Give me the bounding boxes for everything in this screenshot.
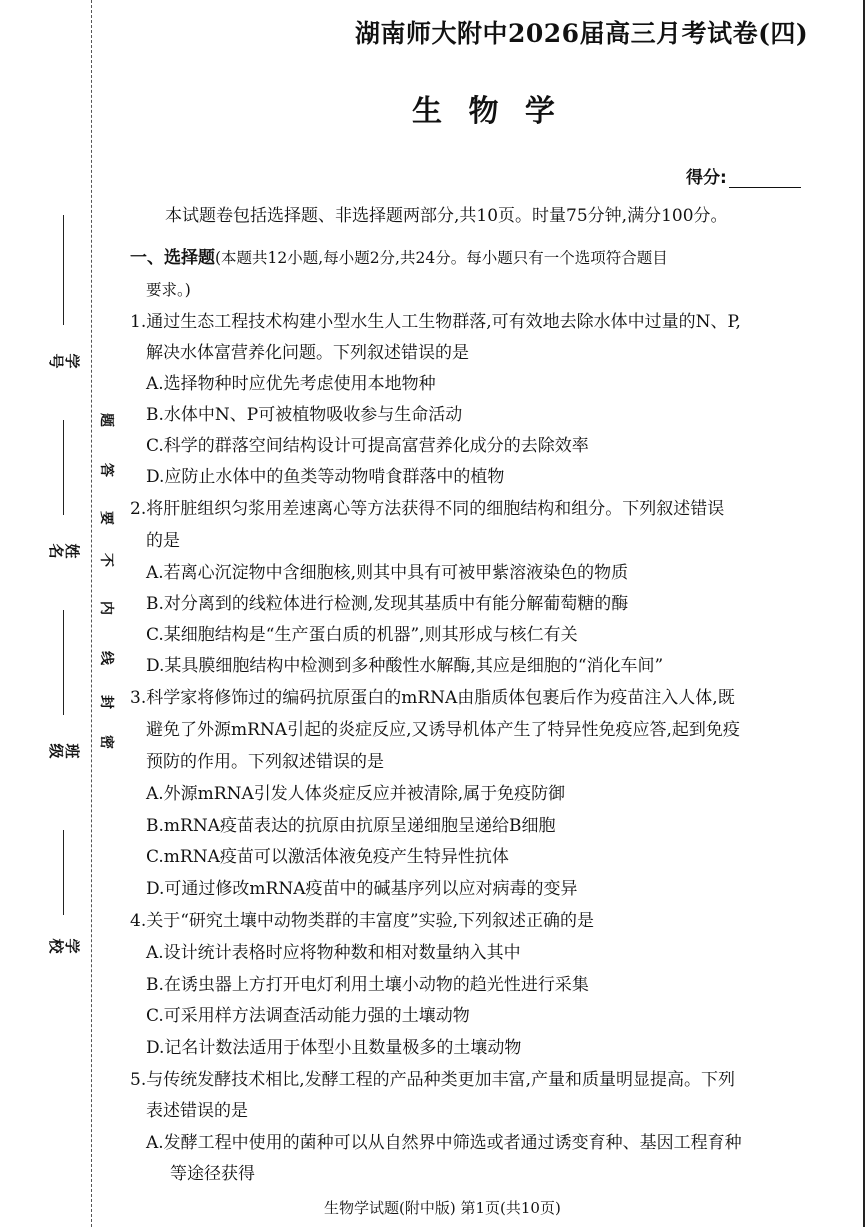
question-5-line: 表述错误的是: [146, 1101, 248, 1121]
seal-char: 答: [98, 463, 114, 477]
subject-title: 生 物 学: [412, 94, 563, 129]
q5-option-a[interactable]: A.发酵工程中使用的菌种可以从自然界中筛选或者通过诱变育种、基因工程育种: [146, 1133, 742, 1153]
section-title: 一、选择题: [130, 248, 215, 268]
section-desc-cont: 要求。): [146, 281, 191, 299]
exam-title: 湖南师大附中2026届高三月考试卷(四): [355, 19, 809, 48]
seal-char: 内: [98, 601, 114, 615]
seal-char: 密: [98, 735, 114, 749]
q3-option-a[interactable]: A.外源mRNA引发人体炎症反应并被清除,属于免疫防御: [146, 784, 566, 804]
q2-option-d[interactable]: D.某具膜细胞结构中检测到多种酸性水解酶,其应是细胞的“消化车间”: [146, 656, 664, 676]
q4-option-b[interactable]: B.在诱虫器上方打开电灯利用土壤小动物的趋光性进行采集: [146, 975, 589, 995]
question-5-line: 5.与传统发酵技术相比,发酵工程的产品种类更加丰富,产量和质量明显提高。下列: [130, 1070, 736, 1090]
intro-text: 本试题卷包括选择题、非选择题两部分,共10页。时量75分钟,满分100分。: [165, 206, 728, 226]
section-desc: (本题共12小题,每小题2分,共24分。每小题只有一个选项符合题目: [215, 249, 668, 267]
q3-option-d[interactable]: D.可通过修改mRNA疫苗中的碱基序列以应对病毒的变异: [146, 879, 578, 899]
q3-option-c[interactable]: C.mRNA疫苗可以激活体液免疫产生特异性抗体: [146, 847, 509, 867]
question-4-line: 4.关于“研究土壤中动物类群的丰富度”实验,下列叙述正确的是: [130, 911, 595, 931]
question-1-line: 解决水体富营养化问题。下列叙述错误的是: [146, 343, 469, 363]
seal-char: 不: [98, 553, 114, 567]
q1-option-b[interactable]: B.水体中N、P可被植物吸收参与生命活动: [146, 405, 463, 425]
student-id-label: 学 号: [47, 353, 81, 369]
question-2-line: 2.将肝脏组织匀浆用差速离心等方法获得不同的细胞结构和组分。下列叙述错误: [130, 499, 725, 519]
q2-option-b[interactable]: B.对分离到的线粒体进行检测,发现其基质中有能分解葡萄糖的酶: [146, 594, 629, 614]
question-1-line: 1.通过生态工程技术构建小型水生人工生物群落,可有效地去除水体中过量的N、P,: [130, 312, 741, 332]
seal-char: 封: [98, 695, 114, 709]
page-footer: 生物学试题(附中版) 第1页(共10页): [324, 1199, 561, 1217]
name-label: 姓 名: [47, 543, 81, 559]
question-3-line: 避免了外源mRNA引起的炎症反应,又诱导机体产生了特异性免疫应答,起到免疫: [146, 720, 740, 740]
school-label: 学 校: [47, 938, 81, 954]
q3-option-b[interactable]: B.mRNA疫苗表达的抗原由抗原呈递细胞呈递给B细胞: [146, 816, 556, 836]
q5-option-a-cont: 等途径获得: [170, 1164, 255, 1184]
seal-char: 题: [98, 413, 114, 427]
q1-option-c[interactable]: C.科学的群落空间结构设计可提高富营养化成分的去除效率: [146, 436, 589, 456]
section-heading: [130, 247, 668, 269]
q1-option-a[interactable]: A.选择物种时应优先考虑使用本地物种: [146, 374, 436, 394]
class-label: 班 级: [47, 743, 81, 759]
q2-option-a[interactable]: A.若离心沉淀物中含细胞核,则其中具有可被甲紫溶液染色的物质: [146, 563, 629, 583]
score-blank[interactable]: [729, 171, 801, 188]
seal-char: 要: [98, 511, 114, 525]
q1-option-d[interactable]: D.应防止水体中的鱼类等动物啃食群落中的植物: [146, 467, 505, 487]
q2-option-c[interactable]: C.某细胞结构是“生产蛋白质的机器”,则其形成与核仁有关: [146, 625, 578, 645]
q4-option-a[interactable]: A.设计统计表格时应将物种数和相对数量纳入其中: [146, 943, 521, 963]
q4-option-c[interactable]: C.可采用样方法调查活动能力强的土壤动物: [146, 1006, 470, 1026]
score-label: 得分:: [686, 168, 727, 188]
question-2-line: 的是: [146, 531, 180, 551]
question-3-line: 预防的作用。下列叙述错误的是: [146, 752, 384, 772]
seal-char: 线: [98, 651, 114, 665]
q4-option-d[interactable]: D.记名计数法适用于体型小且数量极多的土壤动物: [146, 1038, 522, 1058]
score-field[interactable]: [686, 163, 801, 188]
question-3-line: 3.科学家将修饰过的编码抗原蛋白的mRNA由脂质体包裹后作为疫苗注入人体,既: [130, 688, 735, 708]
